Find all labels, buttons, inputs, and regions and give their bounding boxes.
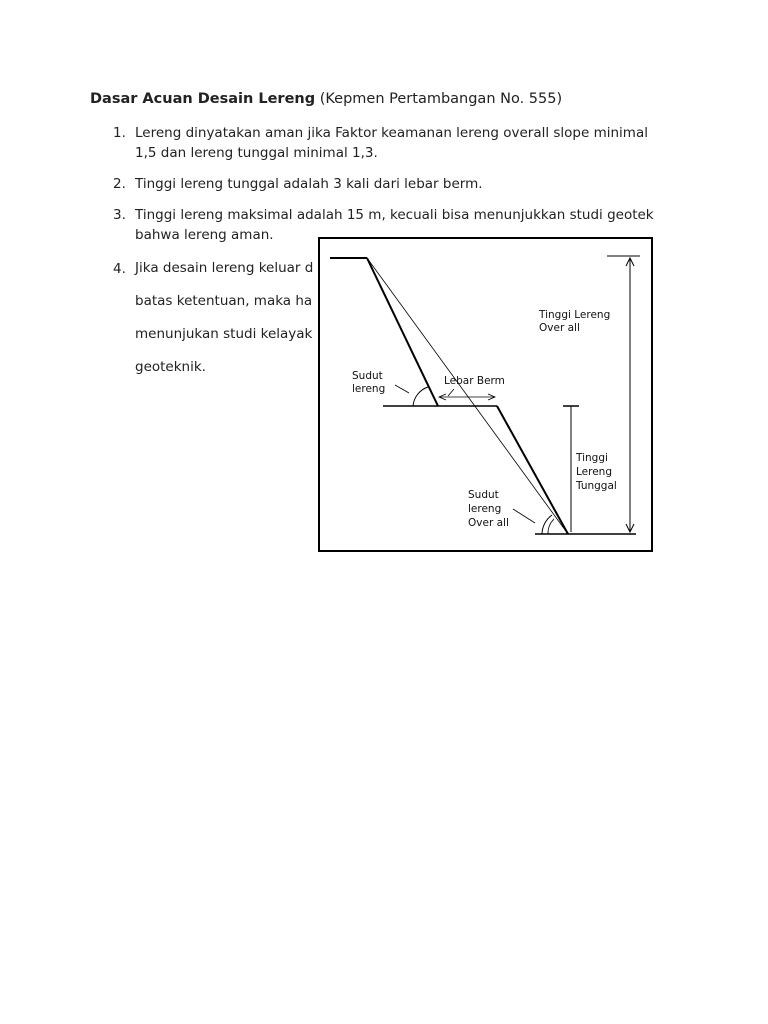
list-text-line: batas ketentuan, maka ha [135, 293, 313, 309]
label-tinggi-overall: Tinggi Lereng [539, 309, 611, 321]
slope-diagram-svg [320, 239, 651, 550]
label-sudut-overall: lereng [468, 503, 502, 515]
label-sudut-overall: Sudut [468, 489, 499, 501]
label-tinggi-tunggal: Tunggal [576, 480, 617, 492]
list-text-line: Lereng dinyatakan aman jika Faktor keamanan lereng overall slope minimal [135, 125, 648, 141]
slope-diagram [318, 237, 653, 552]
heading-reference: (Kepmen Pertambangan No. 555) [319, 91, 563, 107]
slope-angle-leader [395, 385, 409, 393]
overall-angle-leader [513, 509, 535, 523]
page-heading [90, 91, 562, 107]
overall-angle-arc [542, 515, 552, 534]
label-sudut-lereng: Sudut [352, 370, 383, 382]
list-text-line: menunjukan studi kelayak [135, 326, 313, 342]
list-text-line: 1,5 dan lereng tunggal minimal 1,3. [135, 145, 378, 161]
list-number: 1. [113, 125, 126, 141]
label-tinggi-tunggal: Lereng [576, 466, 612, 478]
list-text-line: geoteknik. [135, 359, 206, 375]
list-text-line: bahwa lereng aman. [135, 227, 274, 243]
label-tinggi-tunggal: Tinggi [576, 452, 608, 464]
label-sudut-overall: Over all [468, 517, 509, 529]
lower-slope-face [497, 406, 568, 534]
label-lebar-berm: Lebar Berm [444, 375, 505, 387]
list-number: 3. [113, 207, 126, 223]
label-sudut-lereng: lereng [352, 383, 386, 395]
heading-bold: Dasar Acuan Desain Lereng [90, 91, 316, 107]
berm-leader [448, 389, 454, 396]
slope-angle-arc [413, 387, 428, 406]
list-text-line: Jika desain lereng keluar d [135, 260, 314, 276]
list-number: 2. [113, 176, 126, 192]
label-tinggi-overall: Over all [539, 322, 580, 334]
overall-angle-arc-inner [548, 519, 554, 534]
list-number: 4. [113, 261, 126, 277]
list-text-line: Tinggi lereng tunggal adalah 3 kali dari lebar berm. [135, 176, 483, 192]
list-text-line: Tinggi lereng maksimal adalah 15 m, kecuali bisa menunjukkan studi geotek [135, 207, 654, 223]
